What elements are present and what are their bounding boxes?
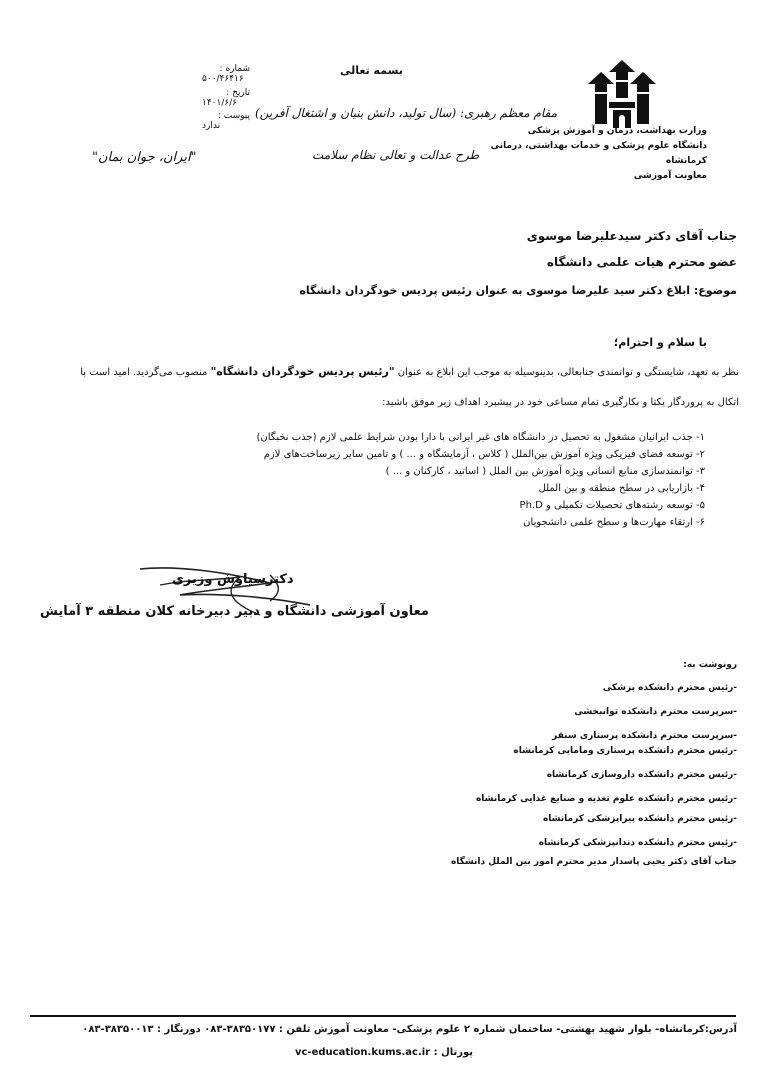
- cc-heading: رونوشت به:: [683, 660, 737, 670]
- goal-item: ۵- توسعه رشته‌های تحصیلات تکمیلی و Ph.D: [519, 500, 705, 511]
- appointment-title: "رئیس پردیس خودگردان دانشگاه": [210, 365, 395, 378]
- recipient-title: عضو محترم هیات علمی دانشگاه: [546, 255, 737, 269]
- cc-item: -رئیس محترم دانشکده علوم تغذیه و صنایع غذایی کرمانشاه: [475, 794, 737, 804]
- footer-divider: [30, 1015, 736, 1017]
- cc-item: -رئیس محترم دانشکده دندانپزشکی کرمانشاه: [538, 838, 737, 848]
- paragraph-text: منصوب می‌گردید. امید است با: [80, 367, 211, 378]
- footer-portal: vc-education.kums.ac.ir : پورتال: [295, 1047, 474, 1058]
- cc-item: -سرپرست محترم دانشکده پرستاری سنقر: [552, 731, 737, 741]
- number-value: ۵۰۰/۴۶۴۱۶: [202, 74, 244, 84]
- body-paragraph-1: [27, 361, 739, 384]
- attachment-value: ندارد: [202, 121, 221, 131]
- ministry-line: وزارت بهداشت، درمان و آموزش پزشکی: [527, 126, 707, 136]
- goal-item: ۲- توسعه فضای فیزیکی ویژه آموزش بین‌الملل ( کلاس ، آزمایشگاه و ... ) و تامین سایر زیرساخت‌های لازم: [263, 449, 705, 460]
- cc-item: -رئیس محترم دانشکده پیراپزشکی کرمانشاه: [542, 814, 737, 824]
- recipient-name: جناب آقای دکتر سیدعلیرضا موسوی: [526, 229, 737, 243]
- iran-slogan: "ایران، جوان بمان": [92, 150, 197, 165]
- attachment-label: پیوست :: [217, 111, 250, 121]
- university-logo: [587, 58, 657, 130]
- goal-item: ۶- ارتقاء مهارت‌ها و سطح علمی دانشجویان: [523, 517, 705, 528]
- goal-item: ۱- جذب ایرانیان مشغول به تحصیل در دانشگاه های غیر ایرانی با دارا بودن شرایط علمی لازم (جذب نخبگان): [256, 432, 705, 443]
- besm-heading: بسمه تعالی: [340, 64, 403, 77]
- signer-title: معاون آموزشی دانشگاه و دبیر دبیرخانه کلان منطقه ۳ آمایش: [40, 604, 429, 619]
- cc-item: -رئیس محترم دانشکده داروسازی کرمانشاه: [546, 770, 737, 780]
- ministry-header: [447, 124, 707, 184]
- body-paragraph-2: اتکال به پروردگار یکتا و بکارگیری تمام مساعی خود در پیشبرد اهداف زیر موفق باشید:: [382, 397, 739, 408]
- ministry-line: معاونت آموزشی: [633, 171, 707, 181]
- letter-number: [150, 64, 250, 84]
- cc-item: جناب آقای دکتر یحیی پاسدار مدیر محترم امور بین الملل دانشگاه: [450, 857, 737, 867]
- greeting: با سلام و احترام؛: [613, 336, 707, 349]
- ministry-line: دانشگاه علوم پزشکی و خدمات بهداشتی، درمانی کرمانشاه: [490, 141, 707, 166]
- goal-item: ۳- توانمندسازی منابع انسانی ویژه آموزش بین الملل ( اساتید ، کارکنان و ... ): [385, 466, 705, 477]
- paragraph-text: نظر به تعهد، شایستگی و توانمندی جنابعالی، بدینوسیله به موجب این ابلاغ به عنوان: [394, 367, 739, 378]
- cc-item: -رئیس محترم دانشکده پزشکی: [602, 683, 737, 693]
- number-label: شماره :: [219, 64, 250, 74]
- letter-attachment: [150, 111, 250, 131]
- letter-subject: موضوع: ابلاغ دکتر سید علیرضا موسوی به عنوان رئیس پردیس خودگردان دانشگاه: [299, 284, 737, 297]
- plan-slogan: طرح عدالت و تعالی نظام سلامت: [312, 148, 480, 162]
- date-label: تاریخ :: [226, 88, 250, 98]
- signer-name: دکترسیاوش وزیری: [172, 572, 294, 587]
- footer-address: آدرس:کرمانشاه- بلوار شهید بهشتی- ساختمان شماره ۲ علوم پزشکی- معاونت آموزش تلفن : ۳۸۳۵۰۱۷۷-۰۸۳ دورنگار : ۳۸۳۵۰۰۱۳-۰۸۳: [82, 1024, 737, 1035]
- leader-slogan: مقام معظم رهبری: (سال تولید، دانش بنیان و اشتغال آفرین): [255, 106, 558, 120]
- date-value: ۱۴۰۱/۶/۶: [202, 98, 238, 108]
- cc-item: -سرپرست محترم دانشکده توانبخشی: [574, 707, 737, 717]
- goal-item: ۴- بازاریابی در سطح منطقه و بین الملل: [538, 483, 705, 494]
- cc-item: -رئیس محترم دانشکده پرستاری ومامایی کرمانشاه: [513, 746, 737, 756]
- letter-date: [150, 88, 250, 108]
